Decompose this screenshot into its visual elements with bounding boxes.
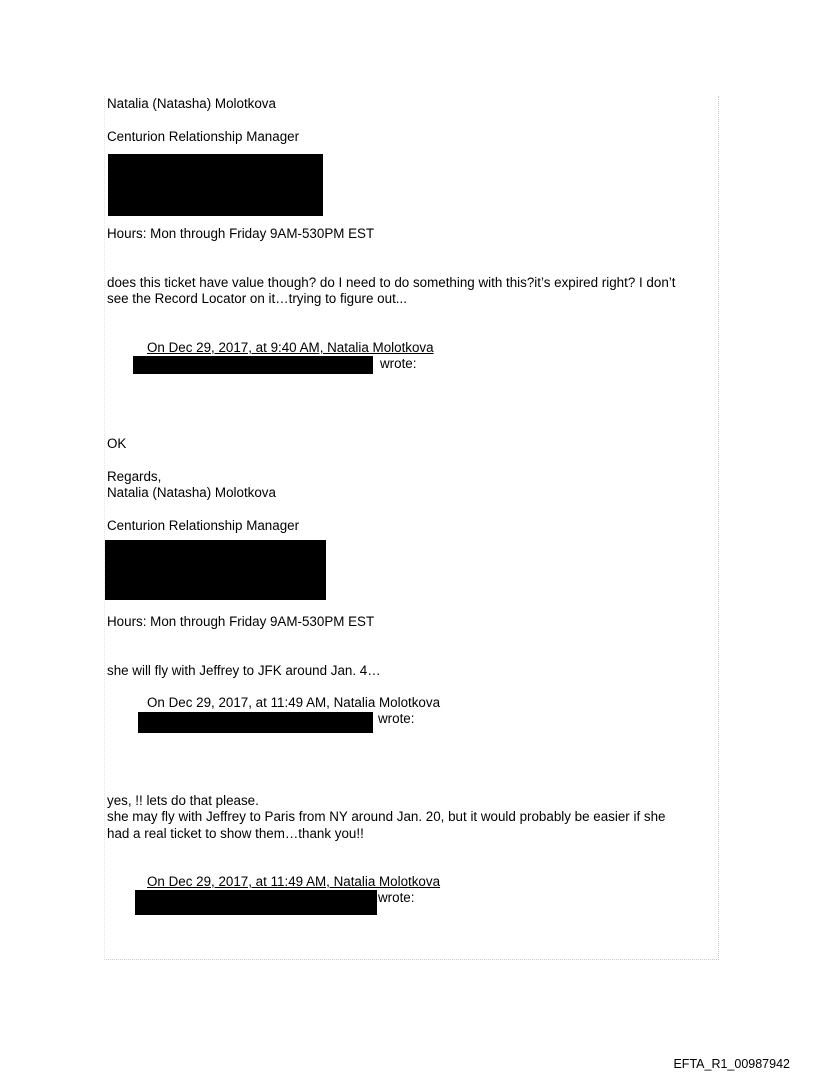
signature-hours: Hours: Mon through Friday 9AM-530PM EST [107, 226, 375, 241]
quote-wrote: wrote: [378, 711, 415, 726]
redaction-box [138, 712, 373, 733]
redaction-box [105, 540, 326, 600]
quote-header: On Dec 29, 2017, at 11:49 AM, Natalia Molotkova [147, 695, 441, 710]
message-line: OK [107, 436, 127, 451]
document-id: EFTA_R1_00987942 [673, 1057, 790, 1071]
quote-header [147, 340, 434, 356]
message-line: does this ticket have value though? do I need to do something with this?it’s expired right? I don’t [107, 275, 676, 290]
quote-header [147, 874, 440, 890]
quote-header-text: On Dec 29, 2017, at 9:40 AM, Natalia Molotkova [147, 340, 434, 355]
message-line: had a real ticket to show them…thank you!! [107, 826, 364, 841]
message-line: she may fly with Jeffrey to Paris from NY around Jan. 20, but it would probably be easier if she [107, 809, 666, 824]
signature-name: Natalia (Natasha) Molotkova [107, 485, 276, 500]
redaction-box [135, 890, 377, 915]
quote-header-text: On Dec 29, 2017, at 11:49 AM, Natalia Molotkova [147, 874, 441, 889]
redaction-box [108, 154, 323, 216]
signature-title: Centurion Relationship Manager [107, 518, 300, 533]
message-line: see the Record Locator on it…trying to figure out... [107, 291, 407, 306]
signature-title: Centurion Relationship Manager [107, 129, 300, 144]
signature-name: Natalia (Natasha) Molotkova [107, 96, 276, 111]
message-line: Regards, [107, 469, 162, 484]
message-line: yes, !! lets do that please. [107, 793, 259, 808]
quote-wrote: wrote: [378, 890, 415, 905]
signature-hours: Hours: Mon through Friday 9AM-530PM EST [107, 614, 375, 629]
message-line: she will fly with Jeffrey to JFK around Jan. 4… [107, 663, 381, 678]
redaction-box [133, 356, 373, 374]
quote-wrote: wrote: [380, 356, 417, 371]
